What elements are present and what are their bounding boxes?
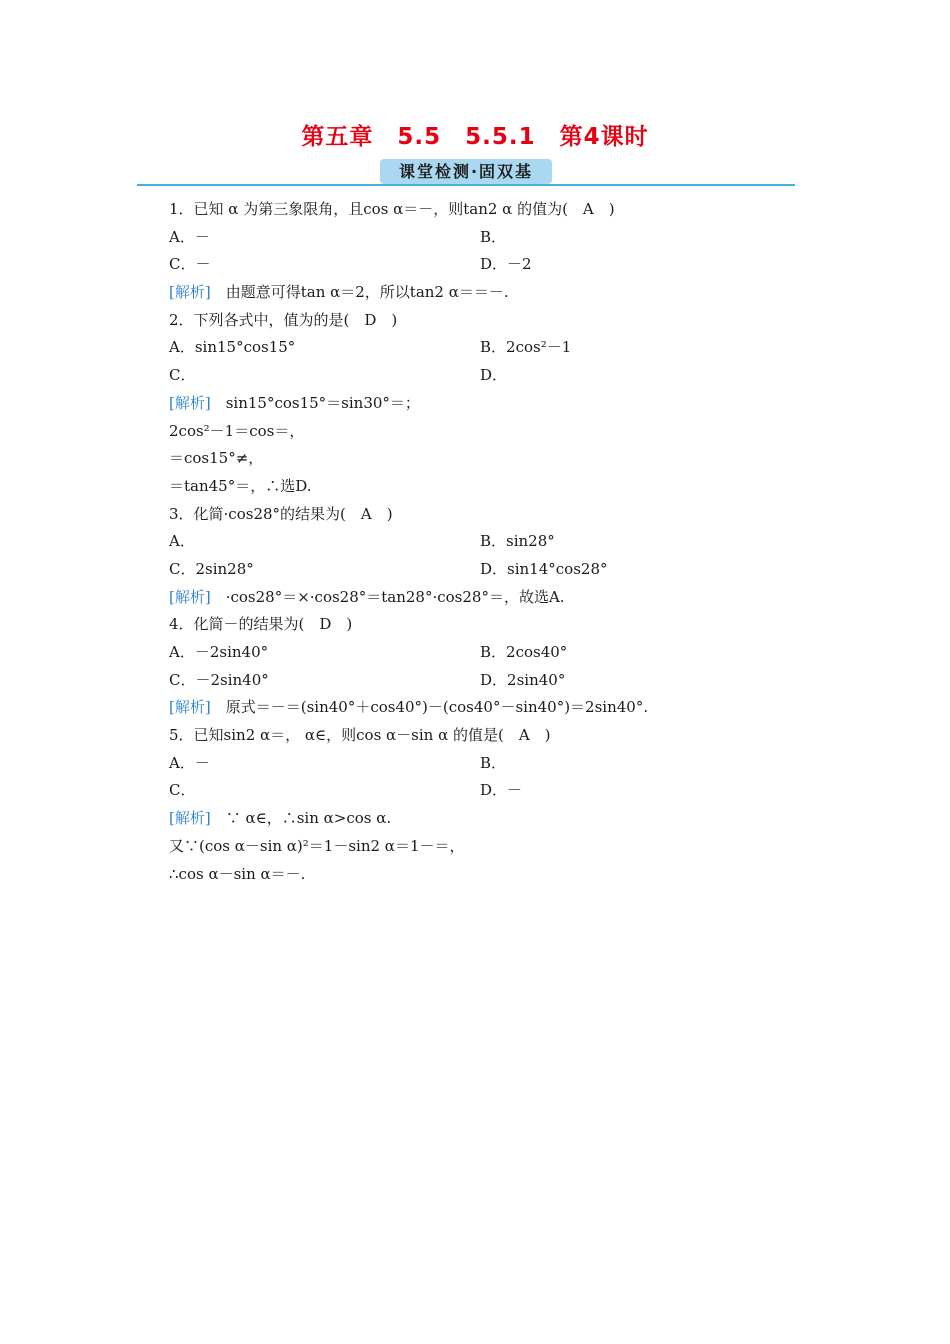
analysis-tag: [解析] (169, 809, 211, 828)
option-b: B． (480, 227, 507, 246)
question-5-options-cd (169, 777, 789, 805)
option-a: A． (169, 532, 195, 551)
analysis-line: ∴cos α－sin α＝－. (169, 864, 306, 883)
option-a: A．sin15°cos15° (169, 338, 296, 357)
option-a: A．－ (169, 753, 210, 772)
question-5-analysis: [解析] ∵ α∈，∴sin α>cos α. (169, 809, 392, 828)
question-3-analysis: [解析] ·cos28°＝×·cos28°＝tan28°·cos28°＝，故选A. (169, 587, 565, 606)
option-c: C． (169, 781, 196, 800)
option-b: B．sin28° (480, 532, 555, 551)
question-4-options-cd (169, 667, 789, 695)
question-1-analysis: [解析] 由题意可得tan α＝2，所以tan2 α＝＝－. (169, 283, 509, 302)
question-4-stem: 4．化简－的结果为( D ) (169, 615, 353, 634)
question-1-stem: 1．已知 α 为第三象限角，且cos α＝－，则tan2 α 的值为( A ) (169, 200, 615, 218)
analysis-line: 又∵(cos α－sin α)²＝1－sin2 α＝1－＝， (169, 836, 465, 855)
question-4-options-ab (169, 639, 789, 667)
analysis-tag: [解析] (169, 698, 211, 717)
analysis-line: ＝cos15°≠， (169, 449, 264, 468)
question-4-analysis: [解析] 原式＝－＝(sin40°＋cos40°)－(cos40°－sin40°)＝2sin40°. (169, 698, 649, 717)
question-3-stem: 3．化简·cos28°的结果为( A ) (169, 504, 393, 523)
question-1-options-ab (169, 224, 789, 252)
question-2-options-ab (169, 334, 789, 362)
option-c: C．2sin28° (169, 559, 254, 578)
question-5-stem: 5．已知sin2 α＝， α∈，则cos α－sin α 的值是( A ) (169, 726, 551, 745)
question-3-options-cd (169, 556, 789, 584)
header-divider (137, 184, 795, 186)
analysis-line: 2cos²－1＝cos＝， (169, 421, 305, 440)
page-title: 第五章 5.5 5.5.1 第4课时 (301, 124, 649, 150)
option-d: D．sin14°cos28° (480, 559, 608, 578)
option-a: A．－ (169, 227, 210, 246)
option-b: B．2cos²－1 (480, 338, 572, 357)
analysis-line: ＝tan45°＝，∴选D. (169, 476, 312, 495)
option-d: D．2sin40° (480, 670, 566, 689)
question-2-options-cd (169, 362, 789, 390)
option-c: C． (169, 366, 196, 385)
option-c: C．－2sin40° (169, 670, 269, 689)
option-d: D．－2 (480, 255, 532, 274)
analysis-tag: [解析] (169, 283, 211, 302)
option-c: C．－ (169, 255, 211, 274)
question-3-options-ab (169, 528, 789, 556)
analysis-tag: [解析] (169, 393, 211, 412)
option-d: D． (480, 366, 508, 385)
question-2-analysis: [解析] sin15°cos15°＝sin30°＝； (169, 393, 420, 412)
question-2-stem: 2．下列各式中，值为的是( D ) (169, 310, 398, 329)
section-banner: 课堂检测·固双基 (380, 159, 552, 184)
analysis-tag: [解析] (169, 587, 211, 606)
question-content (169, 196, 789, 888)
option-b: B． (480, 753, 507, 772)
option-a: A．－2sin40° (169, 643, 269, 661)
option-d: D．－ (480, 781, 523, 800)
question-1-options-cd (169, 251, 789, 279)
question-5-options-ab (169, 750, 789, 778)
option-b: B．2cos40° (480, 643, 568, 661)
